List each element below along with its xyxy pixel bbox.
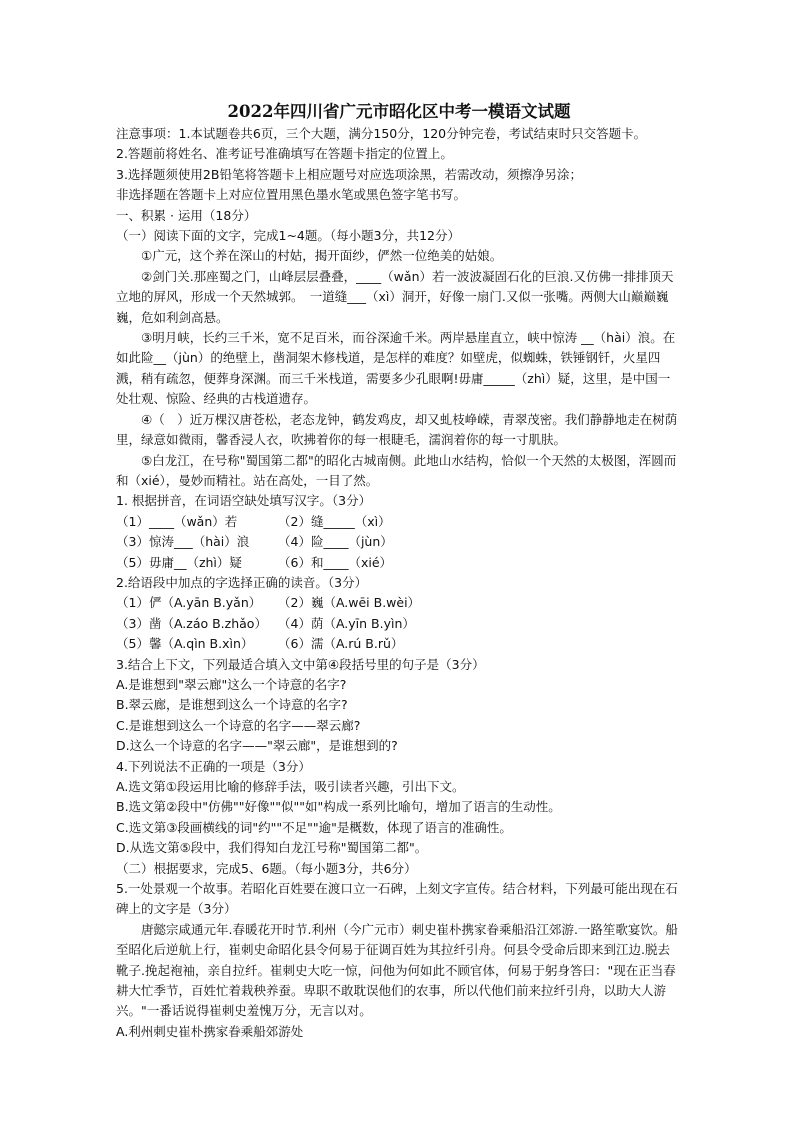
question-row: [116, 614, 682, 634]
question-row: [116, 553, 682, 573]
option-d: D.从选文第⑤段中，我们得知白龙江号称"蜀国第二都"。: [116, 840, 428, 856]
fill-item: （2）缝_____（xì）: [278, 513, 391, 529]
option-d: D.这么一个诗意的名字——"翠云廊"，是谁想到的?: [116, 738, 398, 754]
reading-paragraph: ④（ ）近万棵汉唐苍松，老态龙钟，鹤发鸡皮，却又虬枝峥嵘，青翠茂密。我们静静地走在树荫里，绿意如微雨，馨香浸人衣，吹拂着你的每一根睫毛，濡润着你的每一寸肌肤。: [116, 411, 678, 448]
question-stem: 5.一处景观一个故事。若昭化百姓要在渡口立一石碑，上刻文字宣传。结合材料，下列最可能出现在石碑上的文字是（3分）: [116, 881, 678, 917]
exam-page: [116, 100, 682, 1042]
notes-line: 非选择题在答题卡上对应位置用黑色墨水笔或黑色签字笔书写。: [116, 187, 467, 203]
section-heading: 一、积累 · 运用（18分）: [116, 207, 257, 223]
question-stem: 2.给语段中加点的字选择正确的读音。（3分）: [116, 574, 368, 590]
fill-item: （4）险____（jùn）: [278, 534, 393, 550]
reading-paragraph: ③明月峡，长约三千米，宽不足百米，而谷深逾千米。两岸悬崖直立，峡中惊涛 __（hài）浪。在如此险__（jùn）的绝壁上，凿洞架木修栈道，是怎样的难度？如壁虎，似蜘蛛，铁锤钢钎，火星四溅，稍有疏忽，便葬身深渊。而三千米栈道，需要多少孔眼啊!毋庸_____（zhì）疑，这里，是中国一处壮观、惊险、经典的古栈道遗存。: [116, 330, 676, 407]
notes-line: 注意事项：1.本试题卷共6页，三个大题，满分150分，120分钟完卷，考试结束时只交答题卡。: [116, 126, 647, 141]
fill-item: （3）惊涛___（hài）浪: [116, 534, 250, 550]
option-c: C.选文第③段画横线的词"约""不足""逾"是概数，体现了语言的准确性。: [116, 819, 512, 835]
reading-paragraph: ⑤白龙江，在号称"蜀国第二都"的昭化古城南侧。此地山水结构，恰似一个天然的太极图，浑圆而和（xié），曼妙而精社。站在高处，一目了然。: [116, 452, 677, 488]
option-a: A.是谁想到"翠云廊"这么一个诗意的名字?: [116, 676, 347, 692]
option-a: A.选文第①段运用比喻的修辞手法，吸引读者兴趣，引出下文。: [116, 779, 465, 794]
reading-paragraph: ①广元，这个养在深山的村姑，揭开面纱，俨然一位绝美的姑娘。: [141, 248, 503, 264]
option-b: B.翠云廊，是谁想到这么一个诗意的名字?: [116, 697, 348, 713]
choice-item: （3）凿（A.záo B.zhǎo）: [116, 615, 267, 631]
question-stem: 4.下列说法不正确的一项是（3分）: [116, 758, 311, 774]
option-c: C.是谁想到这么一个诗意的名字——翠云廊?: [116, 717, 361, 733]
option-b: B.选文第②段中"仿佛""好像""似""如"构成一系列比喻句，增加了语言的生动性。: [116, 799, 561, 815]
question-row: [116, 593, 682, 613]
notes-line: 2.答题前将姓名、准考证号准确填写在答题卡指定的位置上。: [116, 146, 453, 162]
question-row: [116, 512, 682, 532]
choice-item: （1）俨（A.yān B.yǎn）: [116, 595, 262, 611]
fill-item: （5）毋庸__（zhì）疑: [116, 554, 242, 570]
question-stem: 3.结合上下文，下列最适合填入文中第④段括号里的句子是（3分）: [116, 656, 485, 672]
question-row: [116, 532, 682, 552]
question-stem: 1. 根据拼音，在词语空缺处填写汉字。（3分）: [116, 493, 372, 509]
option-a: A.利州刺史崔朴携家眷乘船郊游处: [116, 1023, 304, 1039]
part-heading: （一）阅读下面的文字，完成1~4题。（每小题3分，共12分）: [116, 228, 460, 244]
part-heading: （二）根据要求，完成5、6题。（每小题3分，共6分）: [116, 860, 417, 876]
reading-paragraph: ②剑门关.那座蜀之门，山峰层层叠叠，____（wǎn）若一波波凝固石化的巨浪.又仿佛一排排顶天立地的屏风，形成一个天然城郭。 一道缝___（xì）洞开，好像一扇门.又似一张嘴。两侧大山巅巅巍巍，危如利剑高悬。: [116, 268, 674, 325]
notes-line: 3.选择题须使用2B铅笔将答题卡上相应题号对应选项涂黑，若需改动，须擦净另涂；: [116, 166, 582, 182]
choice-item: （4）荫（A.yīn B.yìn）: [278, 615, 415, 631]
question-row: [116, 634, 682, 654]
fill-item: （1）____（wǎn）若: [116, 513, 238, 529]
page-title: 2022年四川省广元市昭化区中考一模语文试题: [227, 102, 571, 121]
material-paragraph: 唐懿宗咸通元年.春暖花开时节.利州（今广元市）刺史崔朴携家眷乘船沿江郊游.一路笙歌宴饮。船至昭化后逆航上行，崔刺史命昭化县令何易于征调百姓为其拉纤引舟。何县令受命后即来到江边.脱去靴子.挽起袍袖，亲自拉纤。崔刺史大吃一惊，问他为何如此不顾官体，何易于躬身答曰："现在正当春耕大忙季节，百姓忙着栽秧养蚕。卑职不敢耽误他们的农事，所以代他们前来拉纤引舟，以助大人游兴。"一番话说得崔刺史羞愧万分，无言以对。: [116, 921, 678, 1019]
choice-item: （5）馨（A.qìn B.xìn）: [116, 636, 254, 652]
fill-item: （6）和____（xié）: [278, 554, 393, 570]
choice-item: （2）巍（A.wēi B.wèi）: [278, 595, 421, 611]
choice-item: （6）濡（A.rú B.rǔ）: [278, 636, 404, 652]
